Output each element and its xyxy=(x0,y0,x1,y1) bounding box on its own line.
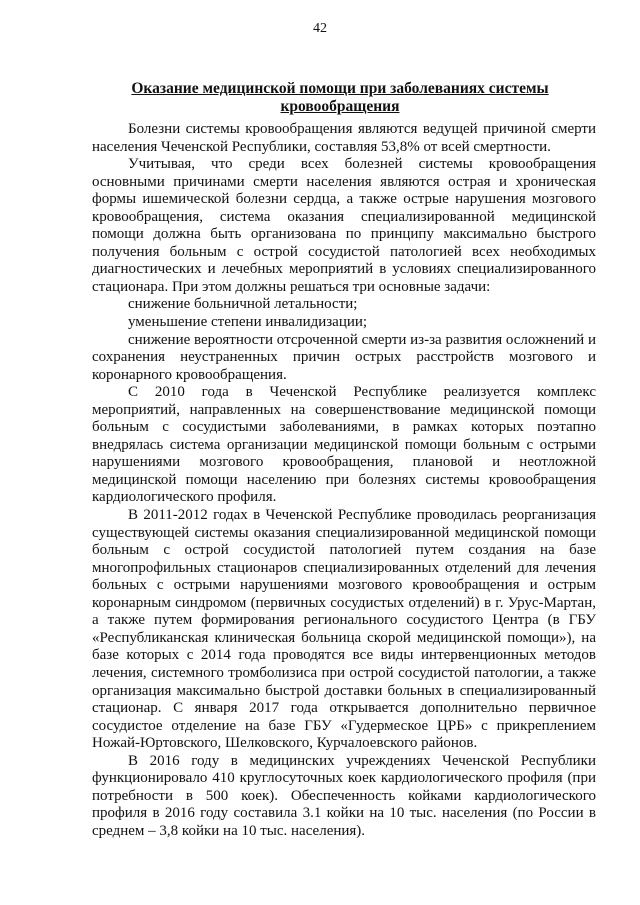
paragraph-2016-beds: В 2016 году в медицинских учреждениях Чеченской Республики функционировало 410 круглосуточных коек кардиологического профиля (при потребности в 500 коек). Обеспеченность койками кардиологического профиля в 2016 году составила 3.1 койки на 10 тыс. населения (по России в среднем – 3,8 койки на 10 тыс. населения). xyxy=(92,752,596,839)
section-heading: Оказание медицинской помощи при заболеваниях системы кровообращения xyxy=(131,80,549,115)
list-item-delayed-death: снижение вероятности отсроченной смерти из-за развития осложнений и сохранения неустраненных причин острых расстройств мозгового и коронарного кровообращения. xyxy=(92,331,596,383)
body-text xyxy=(92,121,596,840)
paragraph-intro: Болезни системы кровообращения являются ведущей причиной смерти населения Чеченской Республики, составляя 53,8% от всей смертности. xyxy=(92,121,596,155)
list-item-mortality: снижение больничной летальности; xyxy=(128,296,358,313)
paragraph-2010-measures: С 2010 года в Чеченской Республике реализуется комплекс мероприятий, направленных на совершенствование медицинской помощи больным с сосудистыми заболеваниями, в рамках которых поэтапно внедрялась система организации медицинской помощи больным с острыми нарушениями мозгового кровообращения, плановой и неотложной медицинской помощи населению при болезнях системы кровообращения кардиологического профиля. xyxy=(92,384,596,506)
paragraph-causes: Учитывая, что среди всех болезней системы кровообращения основными причинами смерти населения являются острая и хроническая формы ишемической болезни сердца, а также острые нарушения мозгового кровообращения, система оказания специализированной медицинской помощи должна быть организована по принципу максимально быстрого получения больным с острой сосудистой патологией всех необходимых диагностических и лечебных мероприятий в условиях специализированного стационара. При этом должны решаться три основные задачи: xyxy=(92,156,596,295)
list-item-disability: уменьшение степени инвалидизации; xyxy=(128,314,368,331)
page-number: 42 xyxy=(313,21,327,36)
paragraph-2011-reorganization: В 2011-2012 годах в Чеченской Республике проводилась реорганизация существующей системы оказания специализированной медицинской помощи больным с острой сосудистой патологией путем создания на базе многопрофильных стационаров специализированных отделений для лечения больных с острыми нарушениями мозгового кровообращения и острым коронарным синдромом (первичных сосудистых отделений) в г. Урус-Мартан, а также путем формирования регионального сосудистого Центра (в ГБУ «Республиканская клиническая больница скорой медицинской помощи»), на базе которых с 2014 года проводятся все виды интервенционных методов лечения, системного тромболизиса при острой сосудистой патологии, а также организация максимально быстрой доставки больных в специализированный стационар. С января 2017 года открывается дополнительно первичное сосудистое отделение на базе ГБУ «Гудермеское ЦРБ» с прикреплением Ножай-Юртовского, Шелковского, Курчалоевского районов. xyxy=(92,507,596,752)
